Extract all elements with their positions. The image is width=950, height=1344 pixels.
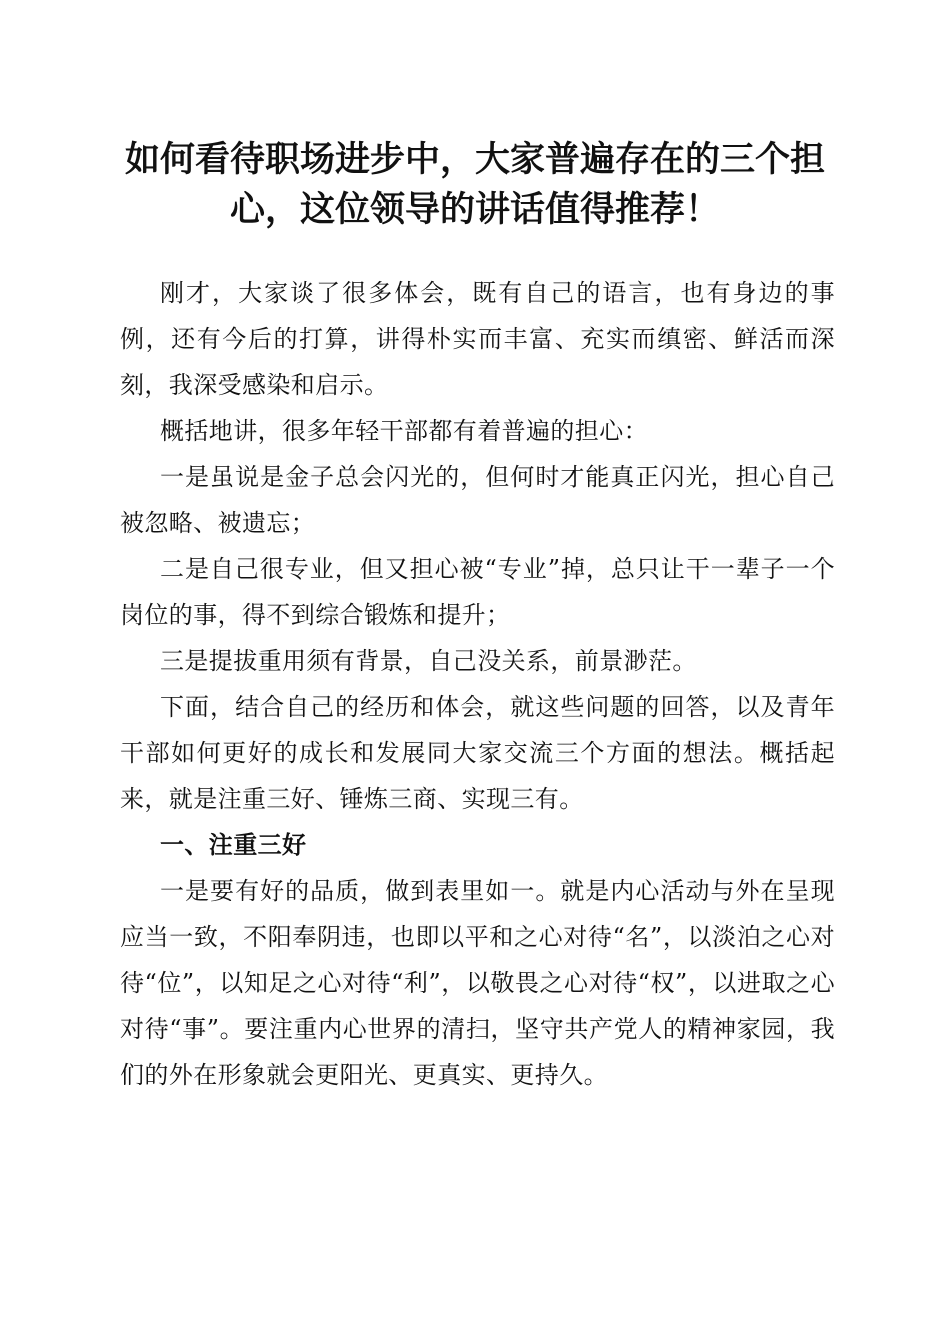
paragraph-summary: 概括地讲，很多年轻干部都有着普遍的担心： [160,417,648,445]
title-line-2: 心，这位领导的讲话值得推荐！ [229,189,720,230]
title-line-1: 如何看待职场进步中，大家普遍存在的三个担 [124,139,825,180]
paragraph-section-1: 一是要有好的品质，做到表里如一。就是内心活动与外在呈现应当一致，不阳奉阴违，也即以平和之心对待“名”，以淡泊之心对待“位”，以知足之心对待“利”，以敬畏之心对待“权”，以进取之心对待“事”。要注重内心世界的清扫，坚守共产党人的精神家园，我们的外在形象就会更阳光、更真实、更持久。 [120,877,835,1089]
document-title [110,135,840,235]
paragraph-concern-2: 二是自己很专业，但又担心被“专业”掉，总只让干一辈子一个岗位的事，得不到综合锻炼和提升； [120,555,835,629]
section-heading-1: 一、注重三好 [160,831,307,859]
document-body [120,270,835,1098]
paragraph-intro: 刚才，大家谈了很多体会，既有自己的语言，也有身边的事例，还有今后的打算，讲得朴实而丰富、充实而缜密、鲜活而深刻，我深受感染和启示。 [120,279,835,399]
paragraph-concern-1: 一是虽说是金子总会闪光的，但何时才能真正闪光，担心自己被忽略、被遗忘； [120,463,835,537]
paragraph-transition: 下面，结合自己的经历和体会，就这些问题的回答，以及青年干部如何更好的成长和发展同大家交流三个方面的想法。概括起来，就是注重三好、锤炼三商、实现三有。 [120,693,835,813]
paragraph-concern-3: 三是提拔重用须有背景，自己没关系，前景渺茫。 [160,647,697,675]
